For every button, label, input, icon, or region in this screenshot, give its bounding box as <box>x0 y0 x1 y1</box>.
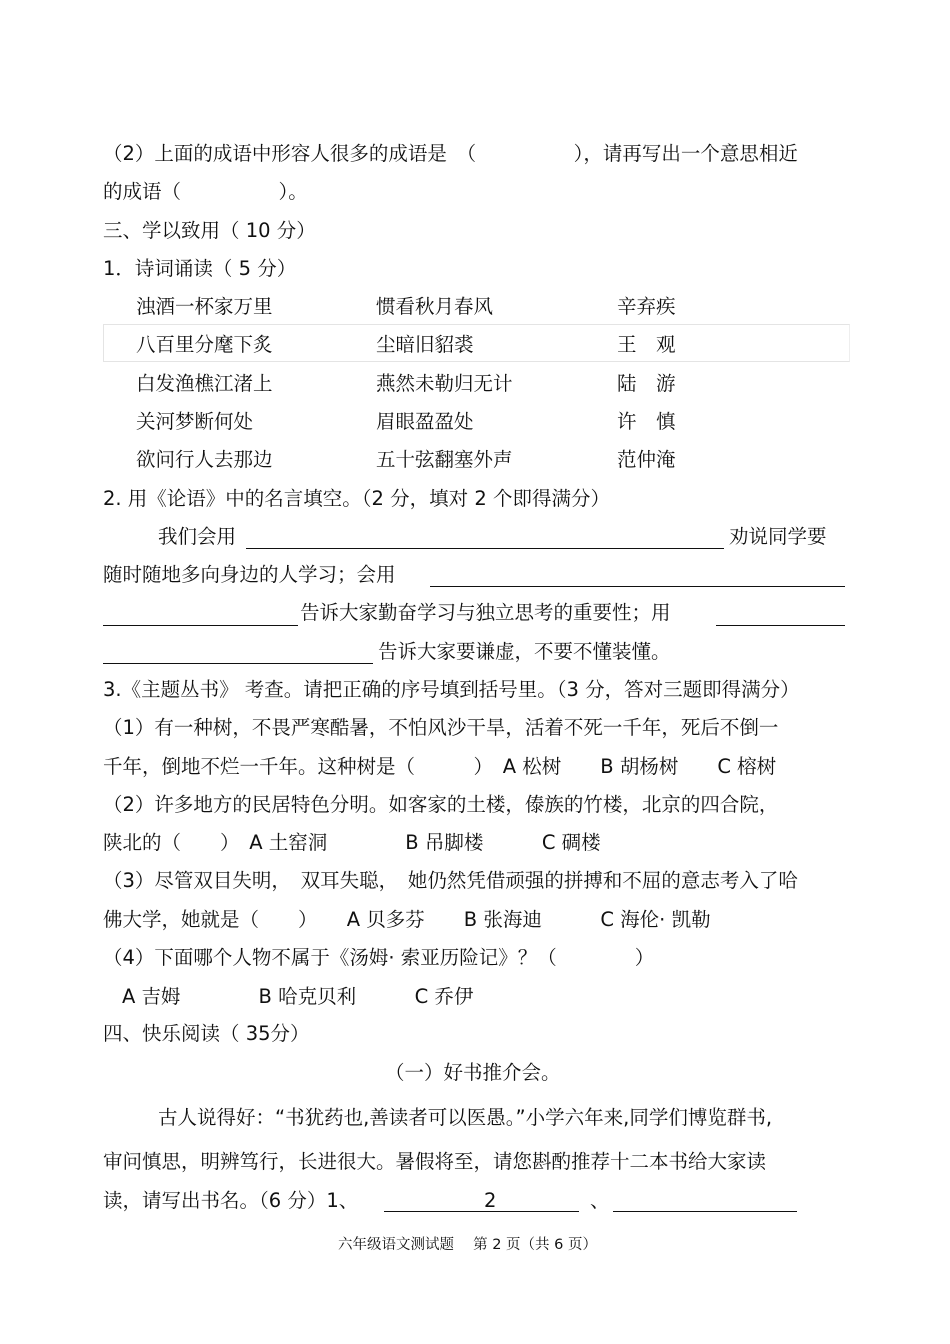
book-blank-2[interactable] <box>613 1211 797 1212</box>
poem-mid-3: 燕然未勒归无计 <box>376 372 513 395</box>
poem-left-3: 白发渔樵江渚上 <box>136 372 273 395</box>
page-footer: 六年级语文测试题 第 2 页（共 6 页） <box>338 1237 597 1253</box>
reading-paragraph-line-1: 古人说得好：“书犹药也,善读者可以医愚。”小学六年来,同学们博览群书, <box>158 1106 773 1129</box>
reading-paragraph-line-2: 审问慎思，明辨笃行，长进很大。暑假将至，请您斟酌推荐十二本书给大家读 <box>103 1150 767 1173</box>
poem-mid-2: 尘暗旧貂裘 <box>376 333 474 356</box>
poem-left-1: 浊酒一杯家万里 <box>136 295 273 318</box>
question-2-line-2: 的成语（ ）。 <box>103 180 308 203</box>
poem-mid-5: 五十弦翻塞外声 <box>376 448 513 471</box>
q3-4-options: A 吉姆 B 哈克贝利 C 乔伊 <box>122 985 474 1008</box>
lunyu-blank-3[interactable] <box>716 625 845 626</box>
q3-1-line-1: （1）有一种树，不畏严寒酷暑，不怕风沙干旱，活着不死一千年，死后不倒一 <box>103 716 779 739</box>
lunyu-line-1-start: 我们会用 <box>158 525 237 548</box>
reading-paragraph-line-3: 读，请写出书名。（6 分）1、 <box>103 1189 359 1212</box>
poem-author-2: 王 观 <box>617 333 676 356</box>
lunyu-blank-2[interactable] <box>430 586 845 587</box>
lunyu-line-3: 告诉大家勤奋学习与独立思考的重要性；用 <box>300 601 671 624</box>
book-blank-1[interactable] <box>384 1211 579 1212</box>
poem-author-5: 范仲淹 <box>617 448 676 471</box>
page-number-overlay: 2 <box>484 1189 497 1212</box>
q3-1-line-2: 千年，倒地不烂一千年。这种树是（ ） A 松树 B 胡杨树 C 榕树 <box>103 755 777 778</box>
poem-left-4: 关河梦断何处 <box>136 410 254 433</box>
q3-2-line-1: （2）许多地方的民居特色分明。如客家的土楼，傣族的竹楼，北京的四合院， <box>103 793 779 816</box>
q3-title: 3.《主题丛书》 考查。请把正确的序号填到括号里。（3 分，答对三题即得满分） <box>103 678 800 701</box>
q3-2-line-2: 陕北的（ ） A 土窑洞 B 吊脚楼 C 碉楼 <box>103 831 601 854</box>
lunyu-blank-2b[interactable] <box>103 625 298 626</box>
section-3-title: 三、学以致用（ 10 分） <box>103 219 316 242</box>
poem-author-4: 许 慎 <box>617 410 676 433</box>
lunyu-blank-1[interactable] <box>246 548 724 549</box>
section-4-title: 四、快乐阅读（ 35分） <box>103 1022 310 1045</box>
lunyu-line-4: 告诉大家要谦虚，不要不懂装懂。 <box>378 640 671 663</box>
poem-author-1: 辛弃疾 <box>617 295 676 318</box>
lunyu-line-2-start: 随时随地多向身边的人学习；会用 <box>103 563 396 586</box>
poem-author-3: 陆 游 <box>617 372 676 395</box>
q3-4-line-1: （4）下面哪个人物不属于《汤姆· 索亚历险记》？（ ） <box>103 946 655 969</box>
q3-3-line-1: （3）尽管双目失明， 双耳失聪， 她仍然凭借顽强的拼搏和不屈的意志考入了哈 <box>103 869 798 892</box>
poem-mid-1: 惯看秋月春风 <box>376 295 494 318</box>
book-separator: 、 <box>590 1189 610 1212</box>
reading-subtitle: （一）好书推介会。 <box>385 1061 561 1084</box>
poem-left-2: 八百里分麾下炙 <box>136 333 273 356</box>
poem-left-5: 欲问行人去那边 <box>136 448 273 471</box>
poem-mid-4: 眉眼盈盈处 <box>376 410 474 433</box>
lunyu-title: 2. 用《论语》中的名言填空。（2 分，填对 2 个即得满分） <box>103 487 610 510</box>
q3-3-line-2: 佛大学，她就是（ ） A 贝多芬 B 张海迪 C 海伦· 凯勒 <box>103 908 711 931</box>
poem-section-title: 1．诗词诵读（ 5 分） <box>103 257 297 280</box>
lunyu-line-1-end: 劝说同学要 <box>729 525 827 548</box>
lunyu-blank-3b[interactable] <box>103 663 373 664</box>
question-2-line-1: （2）上面的成语中形容人很多的成语是 （ ），请再写出一个意思相近 <box>103 142 798 165</box>
